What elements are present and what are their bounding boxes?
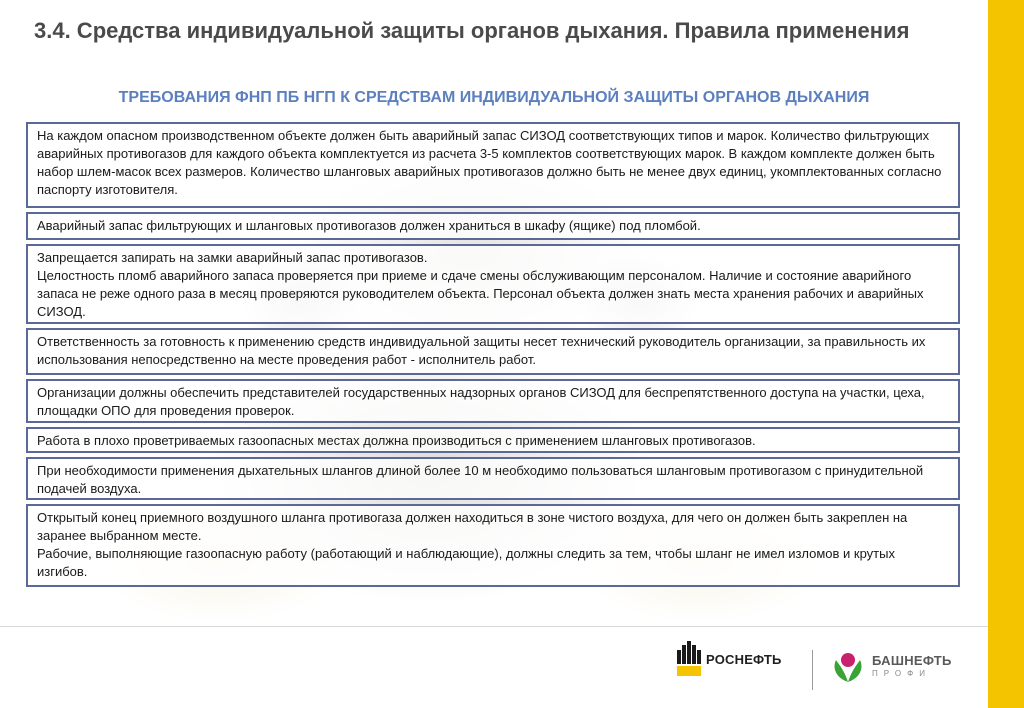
rosneft-logo [676, 640, 782, 678]
requirement-text: Запрещается запирать на замки аварийный запас противогазов. [37, 250, 428, 265]
requirement-box [26, 328, 960, 375]
requirement-text: Организации должны обеспечить представителей государственных надзорных органов СИЗОД для беспрепятственного доступа на участки, цеха, площадки ОПО для проведения проверок. [37, 385, 925, 418]
requirement-text: Аварийный запас фильтрующих и шланговых противогазов должен храниться в шкафу (ящике) под пломбой. [37, 218, 701, 233]
requirement-text: При необходимости применения дыхательных шлангов длиной более 10 м необходимо пользоваться шланговым противогазом с принудительной подачей воздуха. [37, 463, 924, 496]
section-subtitle: ТРЕБОВАНИЯ ФНП ПБ НГП К СРЕДСТВАМ ИНДИВИДУАЛЬНОЙ ЗАЩИТЫ ОРГАНОВ ДЫХАНИЯ [118, 89, 870, 106]
requirement-box [26, 457, 960, 500]
bashneft-subtitle: ПРОФИ [872, 669, 931, 678]
requirement-text: На каждом опасном производственном объекте должен быть аварийный запас СИЗОД соответствующих типов и марок. Количество фильтрующих аварийных противогазов для каждого объекта комплектуется из расчета 3-5 комплектов соответствующих марок. В каждом комплекте должен быть набор шлем-масок всех размеров. Количество шланговых аварийных противогазов должно быть не менее двух единиц, укомплектованных согласно паспорту изготовителя. [37, 128, 942, 197]
requirement-text: Целостность пломб аварийного запаса проверяется при приеме и сдаче смены обслуживающим персоналом. Наличие и состояние аварийного запаса не реже одного раза в месяц проверяются руководителем объекта. Персонал объекта должен знать места хранения рабочих и аварийных СИЗОД. [37, 268, 924, 319]
accent-bar [988, 0, 1024, 708]
requirement-box [26, 122, 960, 208]
requirement-text: Рабочие, выполняющие газоопасную работу (работающий и наблюдающие), должны следить за тем, чтобы шланг не имел изломов и крутых изгибов. [37, 546, 895, 579]
rosneft-logo-icon [676, 640, 702, 678]
requirement-text: Ответственность за готовность к применению средств индивидуальной защиты несет технический руководитель организации, за правильность их использования непосредственно на месте проведения работ - исполнитель работ. [37, 334, 926, 367]
requirement-text: Работа в плохо проветриваемых газоопасных местах должна производиться с применением шланговых противогазов. [37, 433, 756, 448]
slide-title: 3.4. Средства индивидуальной защиты органов дыхания. Правила применения [34, 18, 910, 43]
bashneft-name: БАШНЕФТЬ [872, 653, 952, 668]
requirement-box [26, 504, 960, 587]
logo-divider [812, 650, 813, 690]
footer-divider [0, 626, 988, 627]
bashneft-logo [830, 648, 952, 684]
rosneft-name: РОСНЕФТЬ [706, 651, 782, 667]
bashneft-logo-icon [830, 648, 866, 684]
requirement-box [26, 244, 960, 324]
requirement-box [26, 427, 960, 453]
requirement-text: Открытый конец приемного воздушного шланга противогаза должен находиться в зоне чистого воздуха, для чего он должен быть закреплен на заранее выбранном месте. [37, 510, 908, 543]
requirement-box [26, 379, 960, 423]
requirement-box [26, 212, 960, 240]
